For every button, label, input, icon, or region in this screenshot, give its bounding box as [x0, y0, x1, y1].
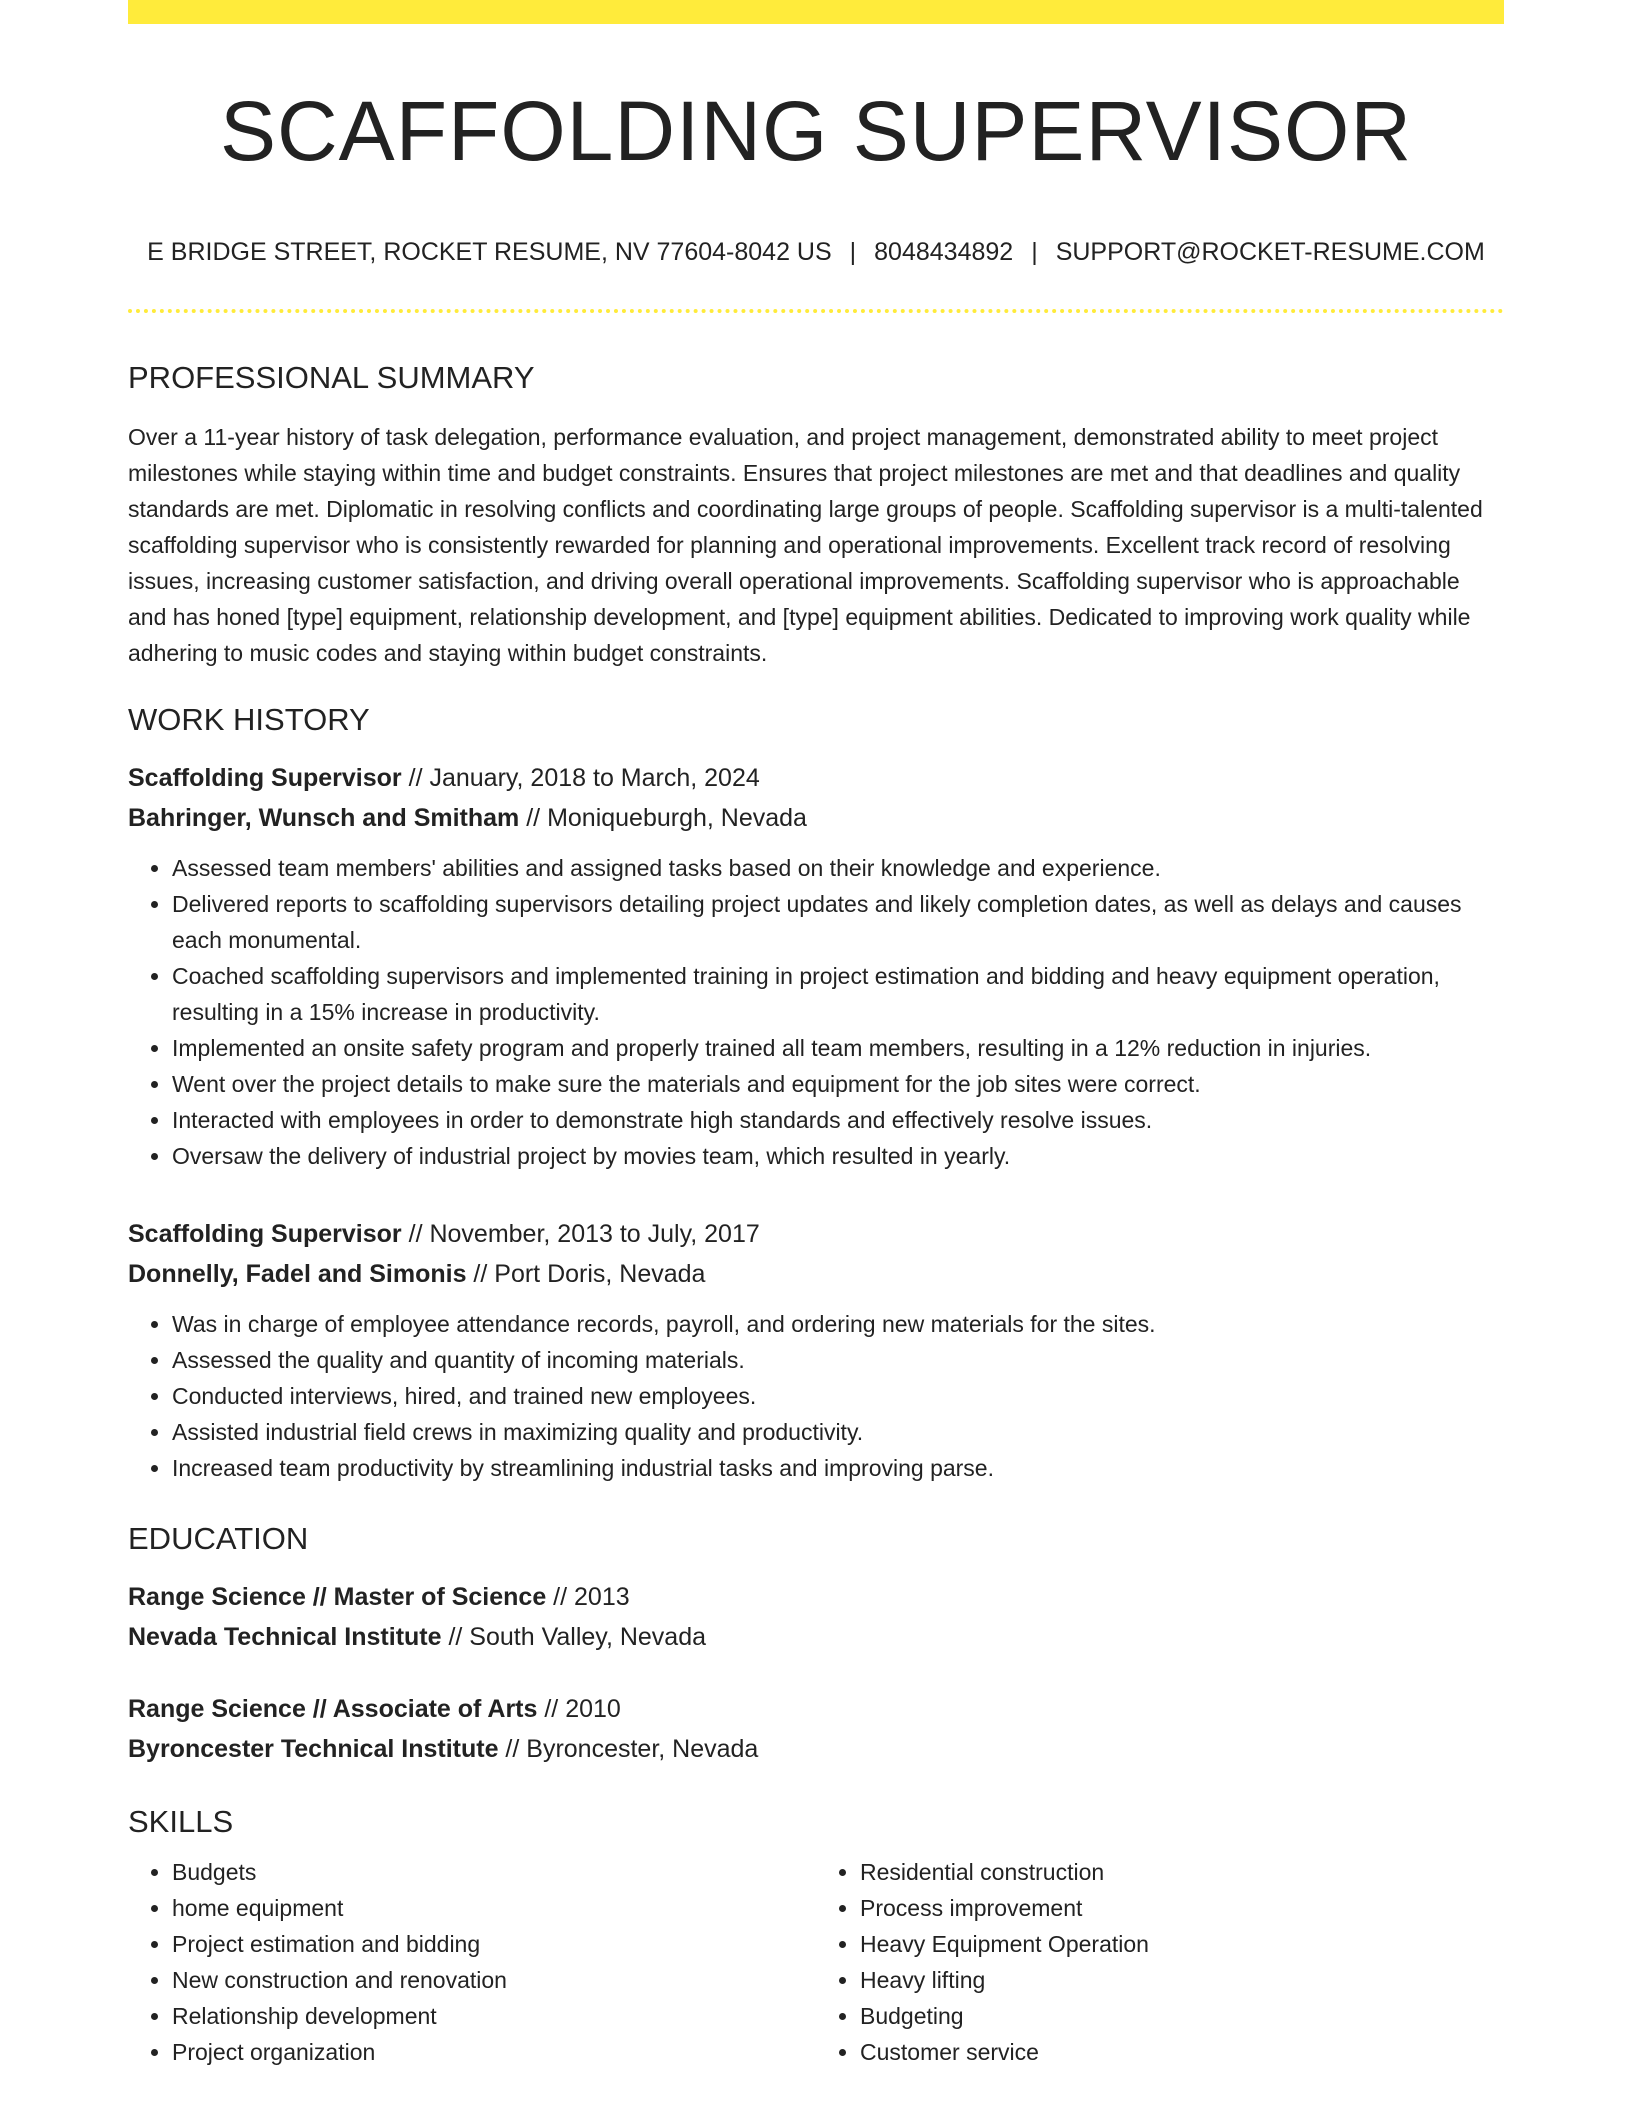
education-degree-line — [128, 1689, 1504, 1729]
job-company-line — [128, 798, 1504, 838]
address: E BRIDGE STREET, ROCKET RESUME, NV 77604-8042 US — [147, 238, 832, 267]
education-school: Byroncester Technical Institute — [128, 1734, 499, 1763]
list-item: • Increased team productivity by streamlining industrial tasks and improving parse. — [172, 1450, 1504, 1486]
job-dates: // November, 2013 to July, 2017 — [401, 1219, 760, 1248]
list-item: • Assisted industrial field crews in maximizing quality and productivity. — [172, 1414, 1504, 1450]
education-entry — [128, 1577, 1504, 1657]
list-item: • Coached scaffolding supervisors and implemented training in project estimation and bidding and heavy equipment operation, resulting in a 15% increase in productivity. — [172, 958, 1504, 1030]
list-item: • Oversaw the delivery of industrial project by movies team, which resulted in yearly. — [172, 1138, 1504, 1174]
list-item: • Implemented an onsite safety program and properly trained all team members, resulting in a 12% reduction in injuries. — [172, 1030, 1504, 1066]
list-item: • Delivered reports to scaffolding supervisors detailing project updates and likely completion dates, as well as delays and causes each monumental. — [172, 886, 1504, 958]
education-school: Nevada Technical Institute — [128, 1622, 442, 1651]
list-item: • Project estimation and bidding — [172, 1926, 816, 1962]
contact-separator: | — [1031, 238, 1038, 267]
job-company: Donnelly, Fadel and Simonis — [128, 1259, 467, 1288]
skills-list — [128, 1854, 1504, 2070]
section-title-education: EDUCATION — [128, 1520, 309, 1556]
skills-column-left — [128, 1854, 816, 2070]
list-item: • Customer service — [860, 2034, 1504, 2070]
list-item: • Interacted with employees in order to demonstrate high standards and effectively resolve issues. — [172, 1102, 1504, 1138]
job-location: // Moniqueburgh, Nevada — [519, 803, 807, 832]
list-item: • New construction and renovation — [172, 1962, 816, 1998]
list-item: • Budgets — [172, 1854, 816, 1890]
job-role: Scaffolding Supervisor — [128, 763, 402, 792]
education-year: // 2013 — [546, 1582, 630, 1611]
list-item: • Conducted interviews, hired, and trained new employees. — [172, 1378, 1504, 1414]
list-item: • Assessed the quality and quantity of incoming materials. — [172, 1342, 1504, 1378]
section-title-work: WORK HISTORY — [128, 701, 370, 737]
email: SUPPORT@ROCKET-RESUME.COM — [1055, 238, 1485, 267]
education-school-line — [128, 1617, 1504, 1657]
job-bullets — [128, 850, 1504, 1174]
summary-text: Over a 11-year history of task delegation, performance evaluation, and project management, demonstrated ability to meet project milestones while staying within time and budget constraints. Ensures that project milestones are met and that deadlines and quality standards are met. Diplomatic in resolving conflicts and coordinating large groups of people. Scaffolding supervisor is a multi-talented scaffolding supervisor who is consistently rewarded for planning and operational improvements. Excellent track record of resolving issues, increasing customer satisfaction, and driving overall operational improvements. Scaffolding supervisor who is approachable and has honed [type] equipment, relationship development, and [type] equipment abilities. Dedicated to improving work quality while adhering to music codes and staying within budget constraints. — [128, 423, 1483, 666]
list-item: • Project organization — [172, 2034, 816, 2070]
job-dates: // January, 2018 to March, 2024 — [401, 763, 760, 792]
job-entry — [128, 1214, 1504, 1486]
dotted-divider — [128, 309, 1504, 313]
list-item: • home equipment — [172, 1890, 816, 1926]
job-role-line — [128, 1214, 1504, 1254]
job-company: Bahringer, Wunsch and Smitham — [128, 803, 520, 832]
education-degree: Range Science // Master of Science — [128, 1582, 547, 1611]
skills-column-right — [816, 1854, 1504, 2070]
education-location: // Byroncester, Nevada — [498, 1734, 759, 1763]
job-bullets — [128, 1306, 1504, 1486]
job-role-line — [128, 758, 1504, 798]
education-location: // South Valley, Nevada — [441, 1622, 707, 1651]
list-item: • Budgeting — [860, 1998, 1504, 2034]
phone: 8048434892 — [874, 238, 1014, 267]
job-company-line — [128, 1254, 1504, 1294]
list-item: • Residential construction — [860, 1854, 1504, 1890]
list-item: • Relationship development — [172, 1998, 816, 2034]
job-entry — [128, 758, 1504, 1174]
job-location: // Port Doris, Nevada — [466, 1259, 706, 1288]
list-item: • Process improvement — [860, 1890, 1504, 1926]
section-title-summary: PROFESSIONAL SUMMARY — [128, 360, 535, 396]
list-item: • Was in charge of employee attendance records, payroll, and ordering new materials for the sites. — [172, 1306, 1504, 1342]
top-accent-bar — [128, 0, 1504, 24]
list-item: • Assessed team members' abilities and assigned tasks based on their knowledge and experience. — [172, 850, 1504, 886]
contact-separator: | — [849, 238, 857, 267]
job-role: Scaffolding Supervisor — [128, 1219, 402, 1248]
education-degree-line — [128, 1577, 1504, 1617]
section-title-skills: SKILLS — [128, 1803, 234, 1839]
list-item: • Heavy Equipment Operation — [860, 1926, 1504, 1962]
contact-line — [128, 237, 1504, 267]
education-year: // 2010 — [537, 1694, 621, 1723]
candidate-name: SCAFFOLDING SUPERVISOR — [219, 84, 1412, 178]
list-item: • Went over the project details to make sure the materials and equipment for the job sites were correct. — [172, 1066, 1504, 1102]
education-degree: Range Science // Associate of Arts — [128, 1694, 538, 1723]
education-school-line — [128, 1729, 1504, 1769]
resume-page — [128, 0, 1504, 2070]
education-entry — [128, 1689, 1504, 1769]
list-item: • Heavy lifting — [860, 1962, 1504, 1998]
